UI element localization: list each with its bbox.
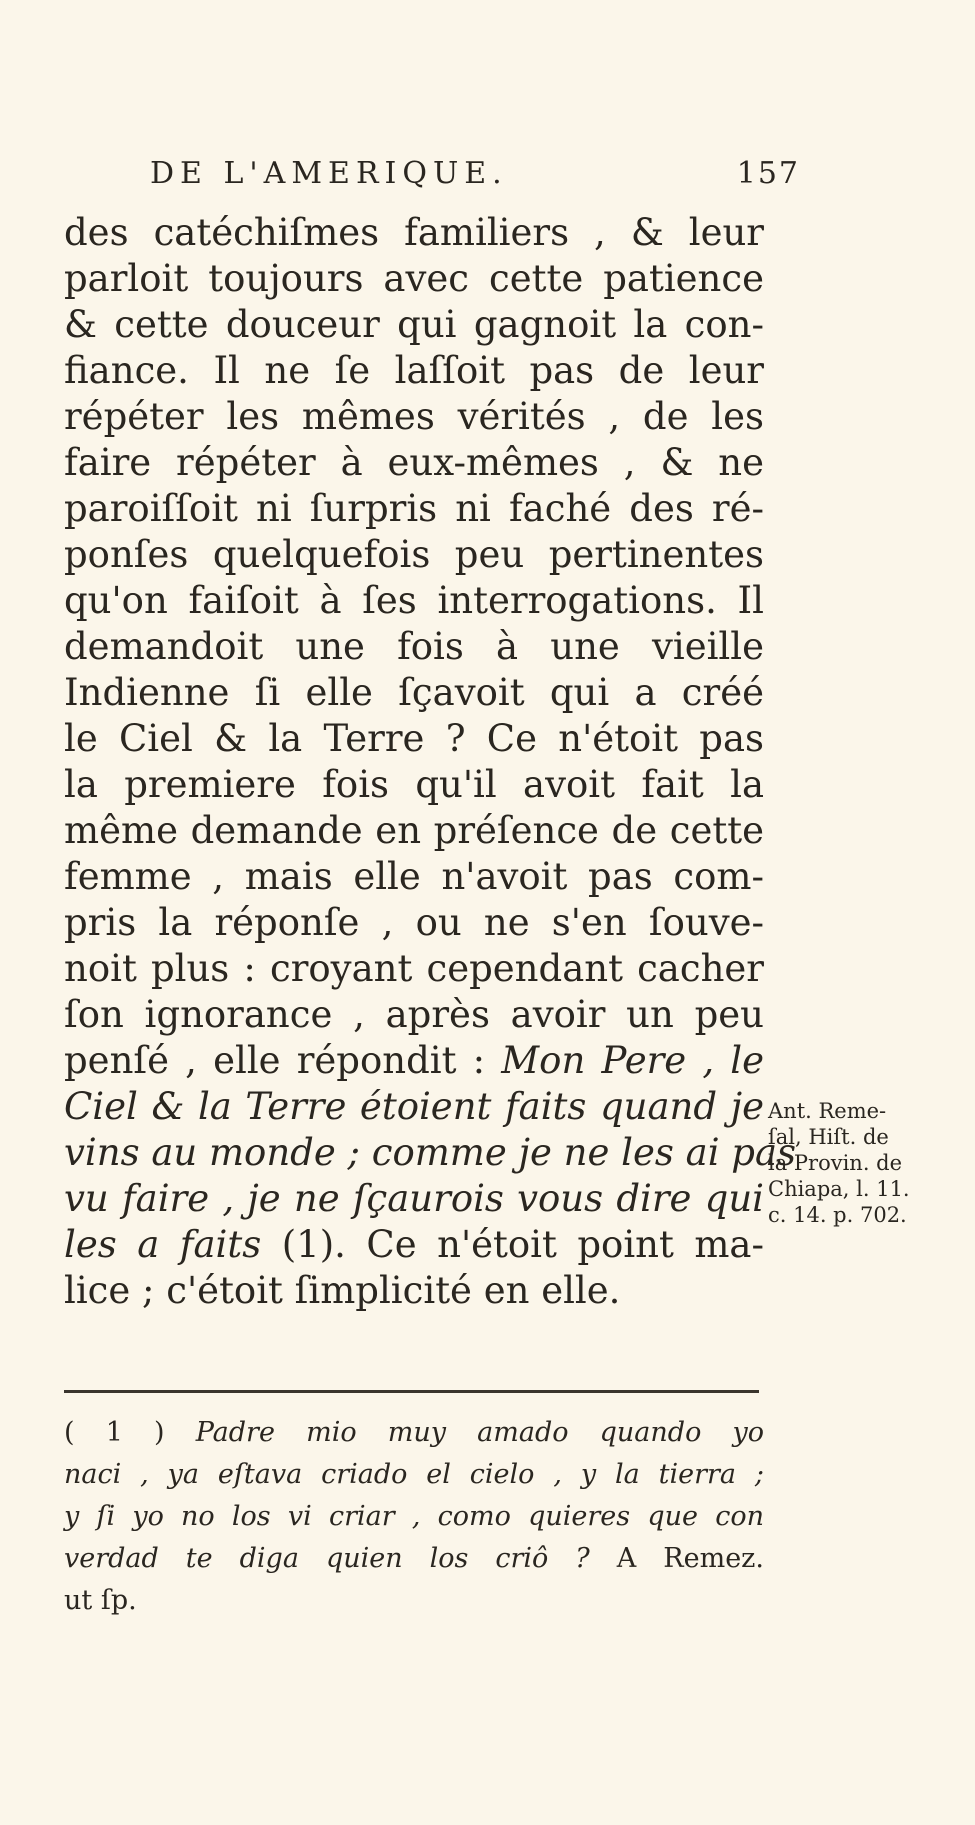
quote-line: vins au monde ; comme je ne les ai pas (64, 1131, 797, 1174)
footnote-italic: Padre mio muy amado quando yo (195, 1417, 764, 1448)
text-line: pris la réponſe , ou ne s'en ſouve- (64, 901, 764, 944)
text-line: noit plus : croyant cependant cacher (64, 947, 764, 990)
text-line (64, 1222, 764, 1268)
running-header (150, 150, 800, 200)
text-line: Indienne ſi elle ſçavoit qui a créé (64, 671, 764, 714)
text-line: ponſes quelquefois peu pertinentes (64, 533, 764, 576)
quote-italic: Mon Pere , le (501, 1039, 764, 1082)
marginal-line: c. 14. p. 702. (768, 1203, 907, 1227)
quote-line: Ciel & la Terre étoient faits quand je (64, 1085, 764, 1128)
text-line: des catéchiſmes familiers , & leur (64, 211, 764, 254)
footnote-marker: ( 1 ) (64, 1417, 196, 1448)
footnote-italic: verdad te diga quien los criô ? (64, 1543, 590, 1574)
text-line: paroiſſoit ni ſurpris ni faché des ré- (64, 487, 764, 530)
footnote-line: naci , ya eſtava criado el cielo , y la tierra ; (64, 1459, 764, 1490)
marginal-line: Ant. Reme- (768, 1099, 887, 1123)
marginal-line: Chiapa, l. 11. (768, 1177, 910, 1201)
text-line: la premiere fois qu'il avoit fait la (64, 763, 764, 806)
footnote-divider (64, 1390, 759, 1393)
marginal-line: la Provin. de (768, 1151, 903, 1175)
text-roman: penſé , elle répondit : (64, 1039, 502, 1082)
text-line: qu'on faiſoit à ſes interrogations. Il (64, 579, 764, 622)
text-line: même demande en préſence de cette (64, 809, 764, 852)
body-text (64, 210, 797, 1314)
running-title: DE L'AMERIQUE. (150, 156, 508, 191)
footnote-line: ut ſp. (64, 1585, 137, 1616)
quote-line: vu faire , je ne ſçaurois vous dire qui (64, 1177, 764, 1220)
quote-italic: les a faits (64, 1223, 262, 1266)
marginal-line: ſal, Hiſt. de (768, 1125, 889, 1149)
footnote-line (64, 1412, 764, 1454)
text-line (64, 1038, 764, 1084)
text-line: fiance. Il ne ſe laſſoit pas de leur (64, 349, 764, 392)
text-line: lice ; c'étoit ſimplicité en elle. (64, 1269, 621, 1312)
page-number: 157 (736, 156, 800, 191)
footnote-line: y ſi yo no los vi criar , como quieres que con (64, 1501, 764, 1532)
text-line: le Ciel & la Terre ? Ce n'étoit pas (64, 717, 764, 760)
text-line: faire répéter à eux-mêmes , & ne (64, 441, 764, 484)
footnote-line (64, 1538, 764, 1580)
text-line: femme , mais elle n'avoit pas com- (64, 855, 764, 898)
footnote-roman: A Remez. (589, 1543, 764, 1574)
text-line: répéter les mêmes vérités , de les (64, 395, 764, 438)
text-roman: (1). Ce n'étoit point ma- (261, 1223, 764, 1266)
text-line: parloit toujours avec cette patience (64, 257, 764, 300)
text-line: ſon ignorance , après avoir un peu (64, 993, 764, 1036)
marginal-note (768, 1098, 968, 1228)
text-line: & cette douceur qui gagnoit la con- (64, 303, 764, 346)
footnote (64, 1412, 764, 1622)
text-line: demandoit une fois à une vieille (64, 625, 764, 668)
